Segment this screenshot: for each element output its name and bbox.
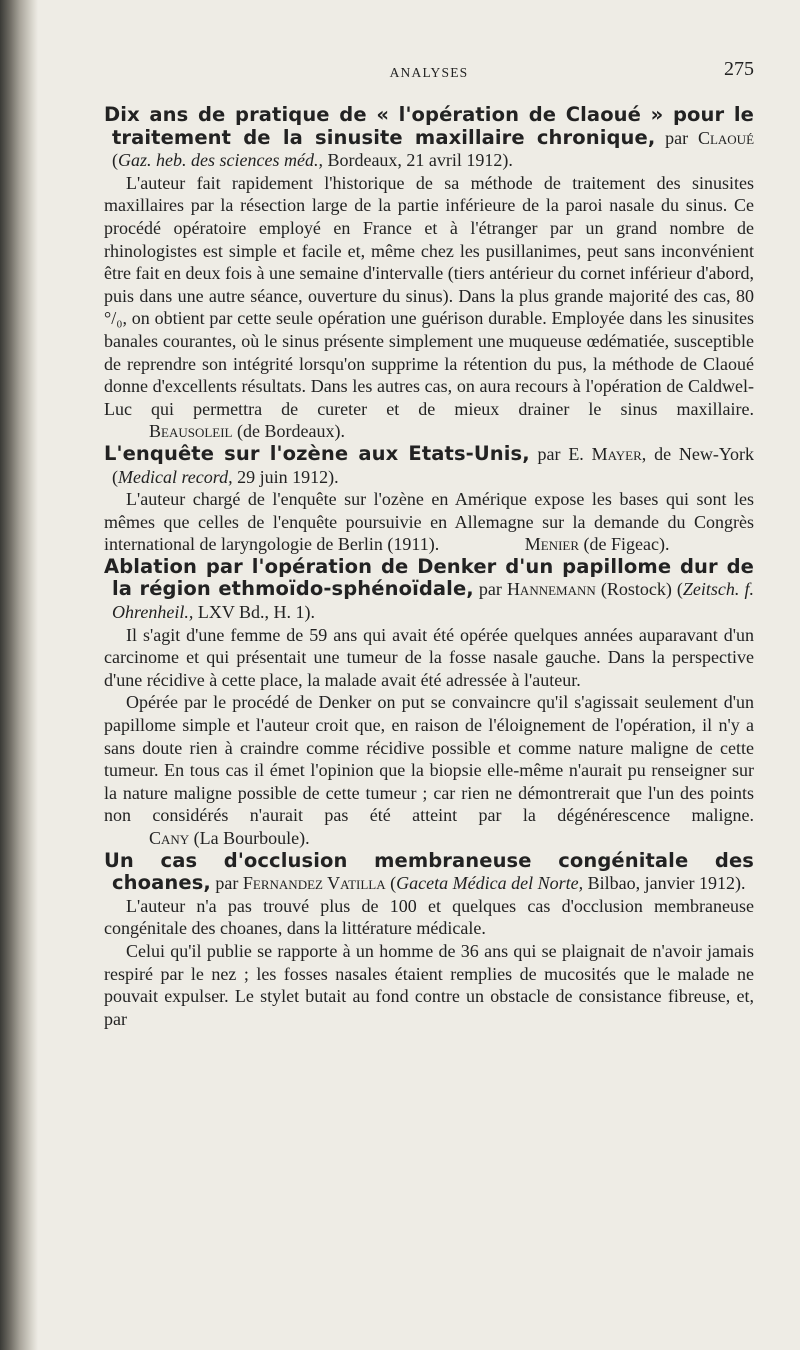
article-heading: Dix ans de pratique de « l'opération de Claoué » pour le traitement de la sinusite maxillaire chronique, par Claoué (Gaz. heb. des sciences méd., Bordeaux, 21 avril 1912). — [104, 103, 755, 171]
article-claoue — [104, 104, 754, 443]
article-title: Ablation par l'opération de Denker d'un papillome dur de la région ethmoïdo-sphénoïdale, — [104, 554, 754, 601]
paragraph-text: Celui qu'il publie se rapporte à un homme de 36 ans qui se plaignait de n'avoir jamais respiré par le nez ; les fosses nasales étaient remplies de mucosités que le malade ne pouvait expulser. Le stylet butait au fond contre un obstacle de consistance fibreuse, et, par — [104, 940, 754, 1029]
book-spine-shadow — [0, 0, 38, 1350]
article-author: E. Mayer, — [568, 443, 647, 464]
article-by: par — [478, 579, 502, 600]
paragraph-text: Opérée par le procédé de Denker on put se convaincre qu'il s'agissait seulement d'un papillome simple et l'auteur croit que, en raison de l'éloignement de l'opération, il n'y a sans doute rien à craindre comme récidive possible et comme nature maligne de cette tumeur. En tous cas il émet l'opinion que la biopsie elle-même n'aurait pu renseigner sur la nature maligne possible de cette tumeur ; car rien ne démontrerait que l'un des points non considérés n'aurait pas été atteint par la dégénérescence maligne. — [104, 692, 754, 826]
article-paragraph — [104, 624, 754, 692]
article-source-details: Bilbao, janvier 1912). — [587, 873, 746, 894]
paragraph-text: L'auteur fait rapidement l'historique de sa méthode de traitement des sinusites maxillaires par la résection large de la partie inférieure de la paroi nasale du sinus. Ce procédé opératoire employé en France et à l'étranger par un grand nombre de rhinologistes est simple et facile et, même chez les pusillanimes, peut sans inconvénient être fait en deux fois à une semaine d'intervalle (tiers antérieur du cornet inférieur d'abord, puis dans une autre séance, ouverture du sinus). Dans la plus grande majorité des cas, 80 °/₀, on obtient par cette seule opération une guérison durable. Employée dans les sinusites banales courantes, où le sinus présente simplement une muqueuse œdématiée, susceptible de reprendre son intégrité lorsqu'on supprime la rétention du pus, la méthode de Claoué donne d'excellents résultats. Dans les autres cas, on aura recours à l'opération de Caldwel-Luc qui permettra de cureter et de mieux drainer le sinus maxillaire. — [104, 172, 754, 419]
article-source-details: LXV Bd., H. 1). — [197, 602, 315, 623]
running-head: ANALYSES — [389, 65, 469, 80]
article-source-details: 29 juin 1912). — [237, 466, 339, 487]
article-source: Medical record, — [118, 466, 233, 487]
article-paragraph — [104, 488, 754, 556]
reviewer-name: Beausoleil — [149, 421, 233, 442]
reviewer-place: (de Figeac). — [583, 534, 670, 555]
article-paragraph — [104, 895, 754, 940]
article-title: L'enquête sur l'ozène aux Etats-Unis, — [104, 441, 530, 465]
article-author-place: de New-York — [654, 443, 755, 464]
article-title: Un cas d'occlusion membraneuse congénitale des choanes, — [104, 848, 754, 895]
article-source: Gaz. heb. des sciences méd., — [118, 150, 323, 171]
article-by: par — [215, 873, 239, 894]
page-content — [104, 0, 754, 1030]
article-by: par — [537, 443, 561, 464]
article-title: Dix ans de pratique de « l'opération de Claoué » pour le traitement de la sinusite maxillaire chronique, — [104, 103, 754, 149]
reviewer-signature — [104, 421, 345, 441]
article-author-place: (Rostock) — [600, 579, 672, 600]
article-denker — [104, 556, 754, 850]
article-choanes — [104, 850, 754, 1031]
article-heading: Un cas d'occlusion membraneuse congénitale des choanes, par Fernandez Vatilla (Gaceta Médica del Norte, Bilbao, janvier 1912). — [104, 848, 754, 895]
reviewer-name: Menier — [524, 534, 580, 555]
page-header — [104, 58, 754, 104]
reviewer-place: (La Bourboule). — [193, 828, 310, 848]
article-heading: Ablation par l'opération de Denker d'un papillome dur de la région ethmoïdo-sphénoïdale, par Hannemann (Rostock) (Zeitsch. f. Ohrenheil., LXV Bd., H. 1). — [104, 554, 754, 623]
reviewer-place: (de Bordeaux). — [237, 421, 345, 442]
article-paragraph — [104, 691, 754, 849]
reviewer-signature — [444, 534, 670, 554]
reviewer-signature — [104, 828, 310, 848]
article-source-details: Bordeaux, 21 avril 1912). — [327, 150, 513, 171]
article-source: Zeitsch. f. Ohrenheil., — [112, 579, 754, 623]
paragraph-text: L'auteur n'a pas trouvé plus de 100 et quelques cas d'occlusion membraneuse congénitale des choanes, dans la littérature médicale. — [104, 895, 754, 939]
article-author: Claoué — [697, 127, 755, 148]
article-ozene — [104, 443, 754, 556]
article-author: Hannemann — [506, 579, 596, 600]
article-by: par — [665, 127, 689, 148]
article-heading: L'enquête sur l'ozène aux Etats-Unis, par E. Mayer, de New-York (Medical record, 29 juin 1912). — [104, 441, 755, 487]
article-source: Gaceta Médica del Norte, — [396, 873, 584, 894]
article-paragraph — [104, 940, 754, 1030]
article-paragraph — [104, 172, 754, 443]
paragraph-text: L'auteur chargé de l'enquête sur l'ozène en Amérique expose les bases qui sont les mêmes que celles de l'enquête poursuivie en Allemagne sur la demande du Congrès international de laryngologie de Berlin (1911). — [104, 489, 754, 555]
reviewer-name: Cany — [149, 828, 190, 848]
paragraph-text: Il s'agit d'une femme de 59 ans qui avait été opérée quelques années auparavant d'un carcinome et qui présentait une tumeur de la fosse nasale gauche. Dans la perspective d'une récidive à cette place, la malade avait été adressée à l'auteur. — [104, 624, 754, 690]
article-author: Fernandez Vatilla — [242, 873, 386, 894]
page-number: 275 — [724, 58, 754, 80]
